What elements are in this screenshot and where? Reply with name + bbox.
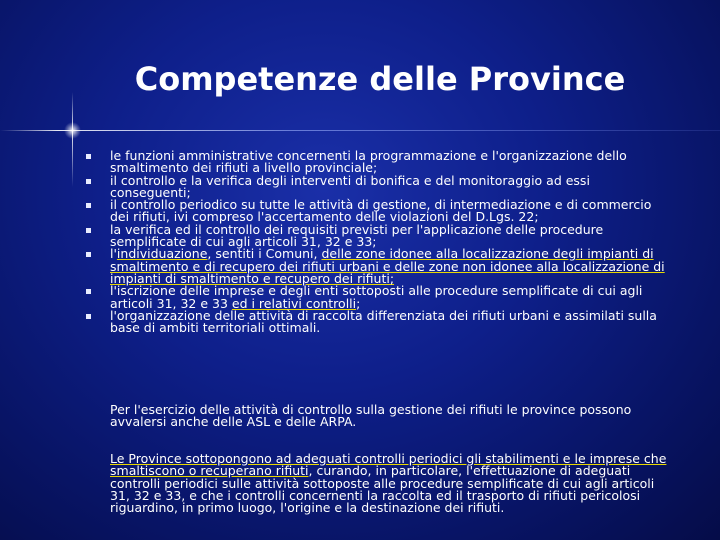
bullet-text: il controllo periodico su tutte le attività di gestione, di intermediazione e di commercio dei rifiuti, ivi compreso l'accertamento delle violazioni del D.Lgs. 22; xyxy=(110,197,652,225)
underlined-text: delle zone idonee alla localizzazione degli impianti di smaltimento e di recupero dei rifiuti urbani e delle zone non idonee alla localizzazione di impianti di smaltimento e recupero dei rifiuti; xyxy=(110,246,665,286)
paragraph-text: , curando, in particolare, l'effettuazione di adeguati controlli periodici sulle attività sottoposte alle procedure semplificate di cui agli articoli 31, 32 e 33, e che i controlli concernenti la raccolta ed il trasporto di rifiuti pericolosi riguardino, in primo luogo, l'origine e la destinazione dei rifiuti. xyxy=(110,463,655,516)
square-bullet-icon xyxy=(86,179,91,184)
square-bullet-icon xyxy=(86,228,91,233)
decorative-horizontal-line xyxy=(0,130,720,131)
bullet-list xyxy=(82,150,672,334)
square-bullet-icon xyxy=(86,289,91,294)
square-bullet-icon xyxy=(86,154,91,159)
bullet-text-part: ; xyxy=(356,295,361,311)
decorative-star-glow xyxy=(64,122,81,139)
underlined-text: ed i relativi controlli xyxy=(231,295,357,311)
square-bullet-icon xyxy=(86,252,91,257)
bullet-text-part: l' xyxy=(110,246,117,262)
bullet-text-part: , sentiti i Comuni, xyxy=(207,246,322,262)
list-item xyxy=(82,248,672,285)
list-item xyxy=(82,221,672,250)
paragraph-periodic-controls xyxy=(110,453,670,514)
decorative-vertical-line xyxy=(72,92,73,187)
list-item xyxy=(82,307,672,336)
underlined-text: individuazione xyxy=(116,246,208,262)
paragraph-controls-asl-arpa: Per l'esercizio delle attività di controllo sulla gestione dei rifiuti le province possono avvalersi anche delle ASL e delle ARPA. xyxy=(110,402,632,430)
list-item xyxy=(82,172,672,200)
list-item xyxy=(82,285,672,310)
bullet-text: l'organizzazione delle attività di raccolta differenziata dei rifiuti urbani e assimilati sulla base di ambiti territoriali ottimali. xyxy=(110,307,657,336)
underlined-text: Le Province sottopongono ad adeguati controlli periodici gli stabilimenti e le imprese che smaltiscono o recuperano rifiuti xyxy=(110,451,667,479)
square-bullet-icon xyxy=(86,314,91,319)
bullet-text: il controllo e la verifica degli interventi di bonifica e del monitoraggio ad essi conseguenti; xyxy=(110,172,590,200)
list-item xyxy=(82,199,672,224)
bullet-text-part: l'iscrizione delle imprese e degli enti sottoposti alle procedure semplificate di cui agli articoli 31, 32 e 33 xyxy=(110,283,643,311)
bullet-text: la verifica ed il controllo dei requisiti previsti per l'applicazione delle procedure semplificate di cui agli articoli 31, 32 e 33; xyxy=(110,221,604,250)
slide-title: Competenze delle Province xyxy=(134,60,626,98)
list-item xyxy=(82,150,672,175)
square-bullet-icon xyxy=(86,203,91,208)
bullet-text: le funzioni amministrative concernenti la programmazione e l'organizzazione dello smaltimento dei rifiuti a livello provinciale; xyxy=(110,148,627,176)
